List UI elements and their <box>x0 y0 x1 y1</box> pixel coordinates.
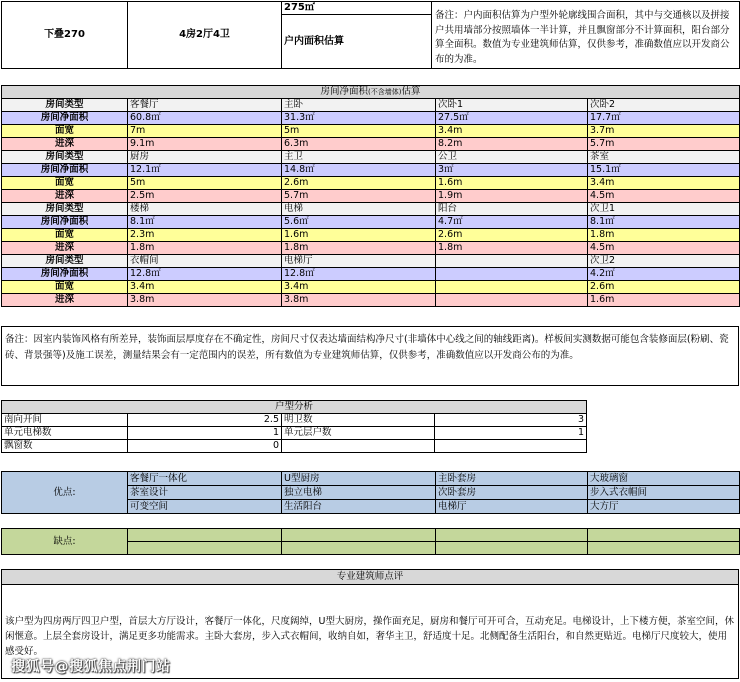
room-cell: 3.8m <box>128 294 282 307</box>
room-cell: 5.7m <box>282 190 436 203</box>
analysis-value: 1 <box>128 427 282 440</box>
room-row-width <box>2 229 740 242</box>
room-cell: 17.7㎡ <box>588 112 740 125</box>
room-cell: 1.8m <box>128 242 282 255</box>
room-row-type <box>2 203 740 216</box>
room-row-depth <box>2 190 740 203</box>
room-cell: 8.2m <box>436 138 588 151</box>
room-cell: 3.4m <box>128 281 282 294</box>
room-cell: 3.4m <box>282 281 436 294</box>
room-cell: 31.3㎡ <box>282 112 436 125</box>
room-cell: 4.7㎡ <box>436 216 588 229</box>
room-cell: 3.8m <box>282 294 436 307</box>
row-label: 进深 <box>2 242 128 255</box>
pros-item: 茶室设计 <box>128 486 282 500</box>
analysis-title: 户型分析 <box>2 401 587 414</box>
room-row-area <box>2 164 740 177</box>
room-cell: 4.2㎡ <box>588 268 740 281</box>
room-cell: 电梯 <box>282 203 436 216</box>
area-label: 户内面积估算 <box>282 15 432 69</box>
room-row-area <box>2 112 740 125</box>
room-cell: 4.5m <box>588 190 740 203</box>
room-row-type <box>2 151 740 164</box>
room-cell: 厨房 <box>128 151 282 164</box>
room-cell: 9.1m <box>128 138 282 151</box>
room-cell: 5.7m <box>588 138 740 151</box>
room-cell: 次卧1 <box>436 99 588 112</box>
room-cell: 3.4m <box>436 125 588 138</box>
room-cell: 1.8m <box>588 229 740 242</box>
row-label: 面宽 <box>2 229 128 242</box>
room-cell: 5m <box>282 125 436 138</box>
pros-label: 优点: <box>2 472 128 514</box>
analysis-key: 单元电梯数 <box>2 427 128 440</box>
pros-item: 电梯厅 <box>436 500 588 514</box>
analysis-row <box>2 414 587 427</box>
row-label: 房间类型 <box>2 151 128 164</box>
cons-cell <box>128 542 282 555</box>
row-label: 房间类型 <box>2 255 128 268</box>
room-cell: 14.8㎡ <box>282 164 436 177</box>
row-label: 面宽 <box>2 125 128 138</box>
row-label: 进深 <box>2 190 128 203</box>
room-cell: 3.7m <box>588 125 740 138</box>
room-row-width <box>2 177 740 190</box>
row-label: 面宽 <box>2 177 128 190</box>
room-cell: 2.6m <box>588 281 740 294</box>
room-cell: 2.3m <box>128 229 282 242</box>
comment-text: 该户型为四房两厅四卫户型，首层大方厅设计，客餐厅一体化，尺度阔绰，U型大厨房，操作面充足，厨房和餐厅可开可合，互动充足。电梯设计，上下楼方便，茶室空间，休闲惬意。上层全套房设计，满足更多功能需求。主卧大套房，步入式衣帽间，收纳自如，奢华主卫，舒适度十足。北侧配备生活阳台，和自然更贴近。电梯厅尺度较大，使用感受好。 <box>5 616 734 657</box>
pros-item: 独立电梯 <box>282 486 436 500</box>
rooms-remark: 备注：因室内装饰风格有所差异，装饰面层厚度存在不确定性，房间尺寸仅表达墙面结构净尺寸(非墙体中心线之间的轴线距离)。样板间实测数据可能包含装修面层(粉刷、瓷砖、背景强等)及施工误差，测量结果会有一定范围内的误差，所有数值为专业建筑师估算，仅供参考，准确数值应以开发商公布的为准。 <box>1 326 739 386</box>
analysis-value: 0 <box>128 440 282 453</box>
pros-item: 大方厅 <box>588 500 740 514</box>
room-cell: 60.8㎡ <box>128 112 282 125</box>
room-row-type <box>2 99 740 112</box>
analysis-key <box>282 440 435 453</box>
room-cell: 1.8m <box>436 242 588 255</box>
room-cell: 7m <box>128 125 282 138</box>
row-label: 房间净面积 <box>2 268 128 281</box>
room-cell <box>436 281 588 294</box>
room-cell: 1.6m <box>436 177 588 190</box>
analysis-key: 明卫数 <box>282 414 435 427</box>
room-row-depth <box>2 138 740 151</box>
analysis-value <box>435 440 587 453</box>
room-row-type <box>2 255 740 268</box>
room-row-area <box>2 216 740 229</box>
room-cell: 3.4m <box>588 177 740 190</box>
room-cell <box>436 294 588 307</box>
pros-item: 步入式衣帽间 <box>588 486 740 500</box>
room-cell: 6.3m <box>282 138 436 151</box>
analysis-table <box>1 400 587 453</box>
room-cell: 衣帽间 <box>128 255 282 268</box>
room-cell: 2.6m <box>436 229 588 242</box>
room-row-width <box>2 281 740 294</box>
room-row-depth <box>2 242 740 255</box>
layout-type: 4房2厅4卫 <box>128 2 282 69</box>
row-label: 面宽 <box>2 281 128 294</box>
cons-cell <box>128 529 282 542</box>
pros-item: 可变空间 <box>128 500 282 514</box>
cons-table <box>1 528 740 555</box>
room-cell: 12.8㎡ <box>128 268 282 281</box>
pros-item: 主卧套房 <box>436 472 588 486</box>
room-cell <box>436 255 588 268</box>
room-cell: 阳台 <box>436 203 588 216</box>
cons-cell <box>436 529 588 542</box>
analysis-value: 2.5 <box>128 414 282 427</box>
analysis-row <box>2 440 587 453</box>
pros-table <box>1 471 740 514</box>
analysis-value: 3 <box>435 414 587 427</box>
rooms-title: 房间净面积(不含墙体)估算 <box>2 86 740 99</box>
cons-cell <box>436 542 588 555</box>
room-cell: 1.6m <box>282 229 436 242</box>
cons-label: 缺点: <box>2 529 128 555</box>
row-label: 房间类型 <box>2 99 128 112</box>
project-name: 下叠270 <box>2 2 128 69</box>
pros-row <box>2 472 740 486</box>
room-cell: 4.5m <box>588 242 740 255</box>
room-cell: 茶室 <box>588 151 740 164</box>
area-note: 备注：户内面积估算为户型外轮廓线围合面积，其中与交通核以及拼接户共用墙部分按照墙体一半计算，并且飘窗部分不计算面积，阳台部分算全面积。数值为专业建筑师估算，仅供参考，准确数值应以开发商公布的为准。 <box>432 2 740 69</box>
room-cell: 电梯厅 <box>282 255 436 268</box>
analysis-row <box>2 427 587 440</box>
room-cell: 主卫 <box>282 151 436 164</box>
room-cell: 27.5㎡ <box>436 112 588 125</box>
row-label: 进深 <box>2 294 128 307</box>
area-value: 275㎡ <box>282 2 432 15</box>
analysis-key: 飘窗数 <box>2 440 128 453</box>
cons-cell <box>588 529 740 542</box>
room-cell: 客餐厅 <box>128 99 282 112</box>
row-label: 房间净面积 <box>2 164 128 177</box>
pros-item: 次卧套房 <box>436 486 588 500</box>
room-cell: 楼梯 <box>128 203 282 216</box>
cons-cell <box>282 542 436 555</box>
room-cell: 8.1㎡ <box>128 216 282 229</box>
room-cell: 3㎡ <box>436 164 588 177</box>
room-row-depth <box>2 294 740 307</box>
comment-title: 专业建筑师点评 <box>2 570 738 585</box>
room-cell: 12.8㎡ <box>282 268 436 281</box>
pros-item: U型厨房 <box>282 472 436 486</box>
cons-cell <box>588 542 740 555</box>
room-cell: 5m <box>128 177 282 190</box>
room-cell: 公卫 <box>436 151 588 164</box>
room-cell: 12.1㎡ <box>128 164 282 177</box>
row-label: 房间净面积 <box>2 112 128 125</box>
room-cell: 2.5m <box>128 190 282 203</box>
room-cell: 15.1㎡ <box>588 164 740 177</box>
pros-item: 客餐厅一体化 <box>128 472 282 486</box>
room-cell: 次卧2 <box>588 99 740 112</box>
room-cell: 2.6m <box>282 177 436 190</box>
room-cell: 1.8m <box>282 242 436 255</box>
row-label: 房间净面积 <box>2 216 128 229</box>
header-table <box>1 1 740 69</box>
analysis-key: 南向开间 <box>2 414 128 427</box>
room-row-width <box>2 125 740 138</box>
watermark: 搜狐号@搜狐焦点荆门站 <box>11 659 171 675</box>
rooms-table <box>1 85 740 307</box>
room-cell: 8.1㎡ <box>588 216 740 229</box>
room-cell: 次卫1 <box>588 203 740 216</box>
analysis-key: 单元层户数 <box>282 427 435 440</box>
cons-cell <box>282 529 436 542</box>
pros-item: 大玻璃窗 <box>588 472 740 486</box>
row-label: 房间类型 <box>2 203 128 216</box>
room-cell: 5.6㎡ <box>282 216 436 229</box>
room-cell: 1.6m <box>588 294 740 307</box>
analysis-value: 1 <box>435 427 587 440</box>
row-label: 进深 <box>2 138 128 151</box>
room-cell: 主卧 <box>282 99 436 112</box>
room-cell <box>436 268 588 281</box>
room-row-area <box>2 268 740 281</box>
room-cell: 1.9m <box>436 190 588 203</box>
room-cell: 次卫2 <box>588 255 740 268</box>
pros-item: 生活阳台 <box>282 500 436 514</box>
